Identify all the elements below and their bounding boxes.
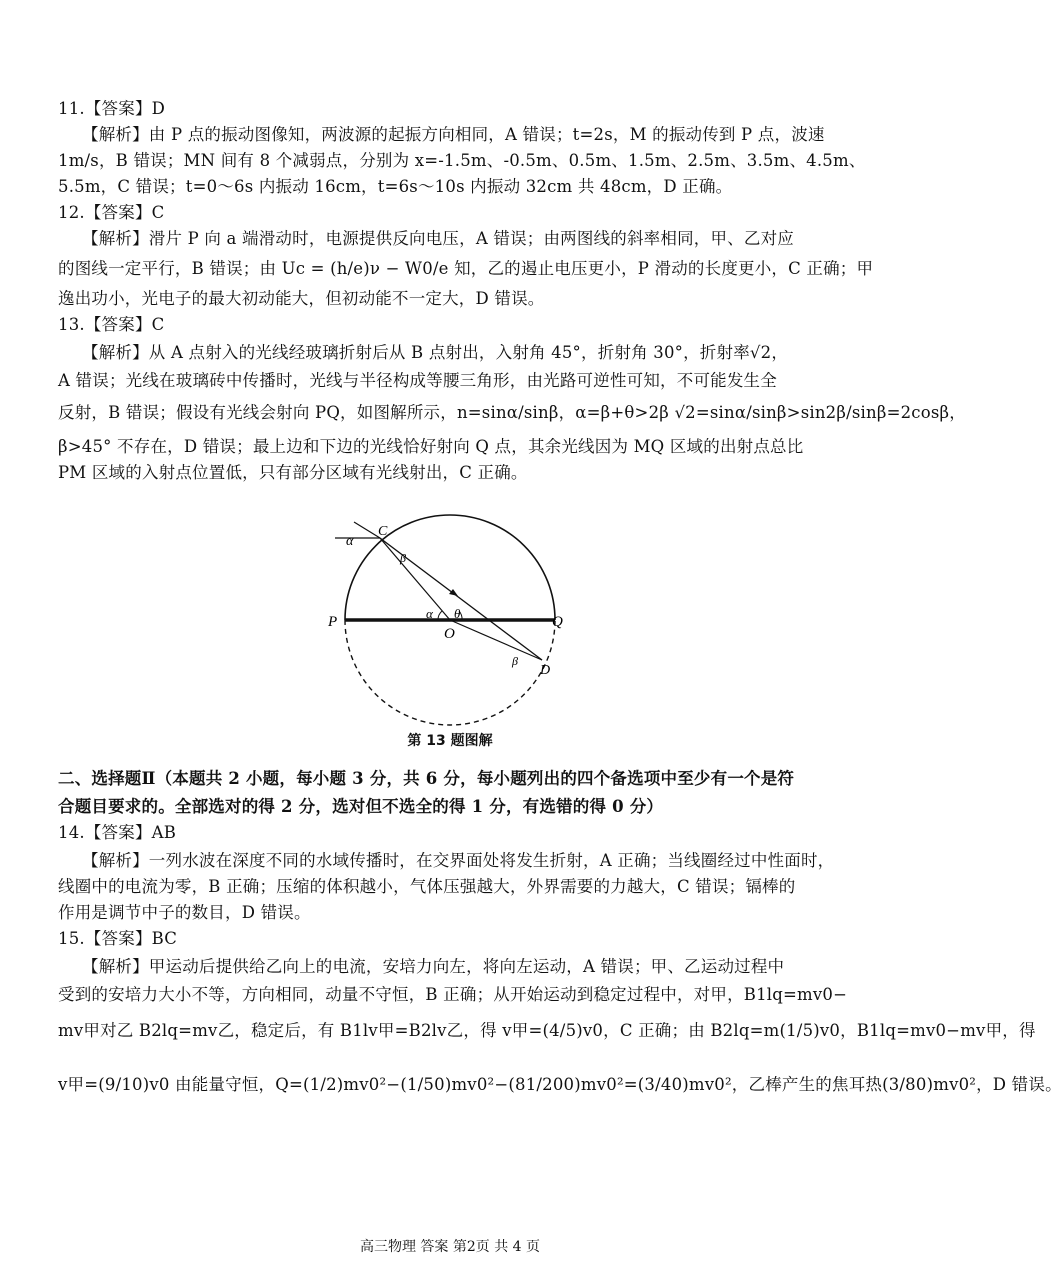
- label-o: O: [444, 626, 455, 642]
- analysis-11-line-2: 1m/s，B 错误；MN 间有 8 个减弱点，分别为 x=-1.5m、-0.5m、0.5m、1.5m、2.5m、3.5m、4.5m、: [58, 151, 866, 170]
- answer-12: 12.【答案】C: [58, 203, 165, 222]
- answer-14: 14.【答案】AB: [58, 823, 177, 842]
- ray-arrow: [449, 589, 458, 596]
- analysis-13-line-4: β>45° 不存在，D 错误；最上边和下边的光线恰好射向 Q 点，其余光线因为 MQ 区域的出射点总比: [58, 437, 804, 456]
- analysis-11-line-3: 5.5m，C 错误；t=0～6s 内振动 16cm，t=6s～10s 内振动 32cm 共 48cm，D 正确。: [58, 177, 733, 196]
- section-2-heading-line-1: 二、选择题Ⅱ（本题共 2 小题，每小题 3 分，共 6 分，每小题列出的四个备选项中至少有一个是符: [58, 769, 795, 788]
- label-p: P: [328, 614, 338, 630]
- page-footer: 高三物理 答案 第2页 共 4 页: [359, 1239, 541, 1255]
- section-2-heading-line-2: 合题目要求的。全部选对的得 2 分，选对但不选全的得 1 分，有选错的得 0 分）: [58, 797, 664, 816]
- analysis-15-line-2: 受到的安培力大小不等，方向相同，动量不守恒，B 正确；从开始运动到稳定过程中，对甲，B1lq=mv0−: [58, 985, 848, 1004]
- label-c: C: [378, 524, 388, 539]
- analysis-13-line-3: 反射，B 错误；假设有光线会射向 PQ，如图解所示，n=sinα/sinβ，α=β+θ>2β √2=sinα/sinβ>sin2β/sinβ=2cosβ，: [58, 403, 966, 422]
- analysis-15-line-3: mv甲对乙 B2lq=mv乙，稳定后，有 B1lv甲=B2lv乙，得 v甲=(4/5)v0，C 正确；由 B2lq=m(1/5)v0，B1lq=mv0−mv甲，得: [58, 1021, 1036, 1040]
- radius-oc: [380, 538, 450, 620]
- analysis-14-line-2: 线圈中的电流为零，B 正确；压缩的体积越小，气体压强越大，外界需要的力越大，C 错误；镉棒的: [58, 877, 796, 896]
- analysis-15-line-1: 【解析】甲运动后提供给乙向上的电流，安培力向左，将向左运动，A 错误；甲、乙运动过程中: [82, 957, 785, 976]
- analysis-14-line-3: 作用是调节中子的数目，D 错误。: [58, 903, 311, 922]
- figure-caption: 第 13 题图解: [407, 733, 493, 749]
- label-q: Q: [552, 614, 563, 630]
- analysis-12-line-1: 【解析】滑片 P 向 a 端滑动时，电源提供反向电压，A 错误；由两图线的斜率相同，甲、乙对应: [82, 229, 794, 248]
- analysis-13-line-2: A 错误；光线在玻璃砖中传播时，光线与半径构成等腰三角形，由光路可逆性可知，不可能发生全: [58, 371, 777, 390]
- answer-11: 11.【答案】D: [58, 99, 166, 118]
- analysis-11-line-1: 【解析】由 P 点的振动图像知，两波源的起振方向相同，A 错误；t=2s，M 的振动传到 P 点，波速: [82, 125, 825, 144]
- answer-15: 15.【答案】BC: [58, 929, 178, 948]
- label-beta-bottom: β: [512, 654, 518, 668]
- answer-13: 13.【答案】C: [58, 315, 165, 334]
- label-d: D: [540, 663, 551, 678]
- analysis-14-line-1: 【解析】一列水波在深度不同的水域传播时，在交界面处将发生折射，A 正确；当线圈经过中性面时，: [82, 851, 835, 870]
- analysis-13-line-5: PM 区域的入射点位置低，只有部分区域有光线射出，C 正确。: [58, 463, 528, 482]
- analysis-13-line-1: 【解析】从 A 点射入的光线经玻璃折射后从 B 点射出，入射角 45°，折射角 30°，折射率√2，: [82, 343, 789, 362]
- analysis-12-line-2: 的图线一定平行，B 错误；由 Uc = (h/e)ν − W0/e 知，乙的遏止电压更小，P 滑动的长度更小，C 正确；甲: [58, 259, 874, 278]
- incident-ray: [354, 522, 380, 538]
- label-theta: θ: [454, 606, 461, 621]
- label-alpha-center: α: [426, 606, 433, 621]
- upper-semicircle: [345, 515, 555, 620]
- label-beta-top: β: [400, 551, 406, 565]
- problem-13-diagram: [320, 512, 580, 722]
- analysis-12-line-3: 逸出功小，光电子的最大初动能大，但初动能不一定大，D 错误。: [58, 289, 545, 308]
- analysis-15-line-4: v甲=(9/10)v0 由能量守恒，Q=(1/2)mv0²−(1/50)mv0²−(81/200)mv0²=(3/40)mv0²，乙棒产生的焦耳热(3/80)mv0²，D 错误。: [58, 1075, 1062, 1094]
- label-alpha-top: α: [346, 534, 354, 549]
